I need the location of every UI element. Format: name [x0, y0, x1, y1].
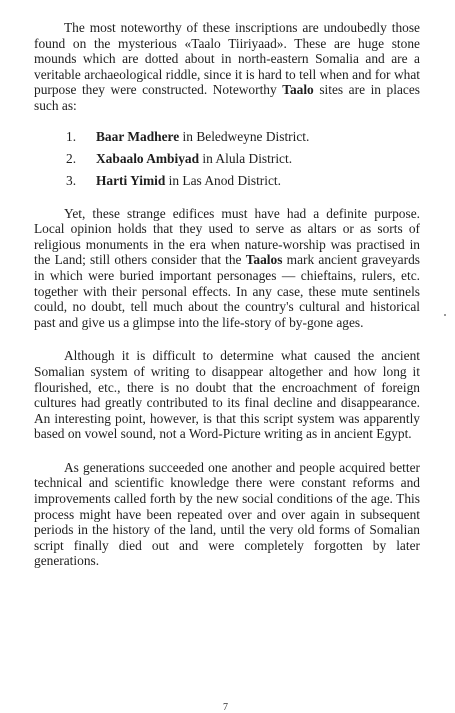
site-name: Baar Madhere [96, 128, 180, 144]
purpose-text-1: Yet, these strange edifices must have had a definite purpose. Local opinion holds that they used to serve as altars or as sorts of religious monuments in the era when nature-worship was practised in the Land; still others consider that the [34, 205, 420, 268]
page-body [34, 20, 420, 569]
list-number: 3. [66, 172, 77, 188]
purpose-bold-taalos: Taalos [245, 252, 283, 268]
site-location: in Beledweyne District. [179, 128, 310, 144]
site-location: in Las Anod District. [165, 172, 281, 188]
site-name: Harti Yimid [96, 172, 166, 188]
decline-text: Although it is difficult to determine what caused the ancient Somalian system of writing to disappear altogether and how long it flourished, etc., there is no doubt that the encroachment of foreign cultures had greatly contributed to its final decline and disappearance. An interesting point, however, is that this script system was apparently based on vowel sound, not a Word-Picture writing as in ancient Egypt. [34, 348, 420, 442]
intro-bold-taalo: Taalo [282, 82, 314, 98]
site-name: Xabaalo Ambiyad [96, 150, 200, 166]
purpose-text-2: mark ancient graveyards in which were buried important personages — chieftains, rulers, etc. together with their personal effects. In any case, these mute sentinels could, no doubt, tell much about the country's cultural and historical past and give us a glimpse into the life-story of by-gone ages. [34, 252, 420, 330]
paragraph-purpose [34, 206, 420, 331]
list-item [66, 172, 420, 189]
paragraph-decline [34, 348, 420, 442]
list-item [66, 128, 420, 145]
intro-text-1: The most noteworthy of these inscriptions are undoubedly those found on the mysterious «Taalo Tiiriyaad». These are huge stone mounds which are dotted about in north-eastern Somalia and are a veritable archaeological riddle, since it is hard to tell when and for what purpose they were constructed. Noteworthy [34, 20, 420, 98]
intro-text-2: sites are in places such as: [34, 82, 420, 113]
list-item [66, 150, 420, 167]
taalo-sites-list [34, 128, 420, 189]
list-number: 1. [66, 128, 77, 144]
print-speck [444, 314, 446, 316]
site-location: in Alula District. [199, 150, 293, 166]
list-number: 2. [66, 150, 77, 166]
generations-text: As generations succeeded one another and people acquired better technical and scientific knowledge there were constant reforms and improvements called forth by the new social conditions of the age. This process might have been repeated over and over again in subsequent periods in the history of the land, until the very old forms of Somalian script finally died out and were completely forgotten by later generations. [34, 459, 420, 569]
paragraph-intro [34, 20, 420, 114]
paragraph-generations [34, 460, 420, 569]
page-number: 7 [223, 702, 228, 713]
